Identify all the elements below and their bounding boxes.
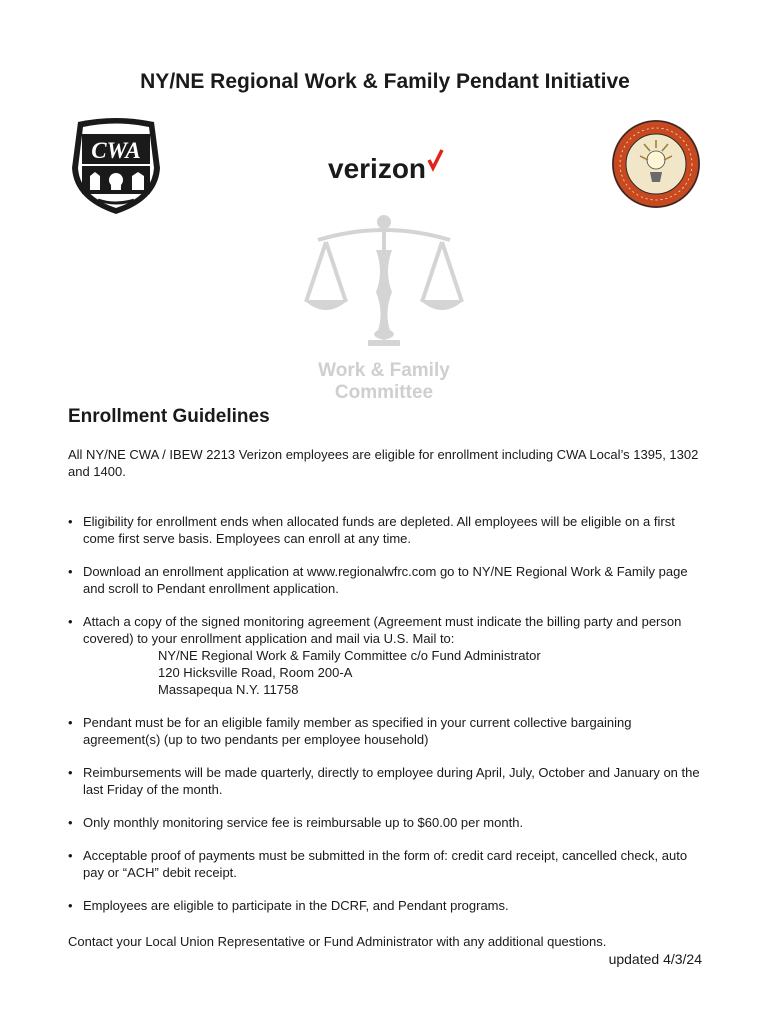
mailing-address-line: Massapequa N.Y. 11758 <box>158 682 299 697</box>
list-item-text: Acceptable proof of payments must be submitted in the form of: credit card receipt, cancelled check, auto pay or “ACH” debit receipt. <box>83 848 688 880</box>
list-item <box>68 513 708 547</box>
list-item-text: Pendant must be for an eligible family member as specified in your current collective bargaining agreement(s) (up to two pendants per employee household) <box>83 715 632 747</box>
contact-note: Contact your Local Union Representative or Fund Administrator with any additional questions. <box>68 934 607 949</box>
list-item-text: Reimbursements will be made quarterly, directly to employee during April, July, October and January on the last Friday of the month. <box>83 765 700 797</box>
section-heading: Enrollment Guidelines <box>68 406 270 427</box>
list-item-text: Download an enrollment application at www.regionalwfrc.com go to NY/NE Regional Work & Family page and scroll to Pendant enrollment application. <box>83 564 688 596</box>
list-item-text: Eligibility for enrollment ends when allocated funds are depleted. All employees will be eligible on a first come first serve basis. Employees can enroll at any time. <box>83 514 675 546</box>
mailing-address-line: 120 Hicksville Road, Room 200-A <box>158 665 353 680</box>
list-item-text: Employees are eligible to participate in the DCRF, and Pendant programs. <box>83 898 509 913</box>
verizon-logo-text: verizon <box>328 153 427 184</box>
list-item <box>68 714 708 748</box>
list-item <box>68 814 708 831</box>
page-title: NY/NE Regional Work & Family Pendant Initiative <box>140 70 630 93</box>
list-item <box>68 613 708 698</box>
work-family-line1: Work & Family <box>318 360 450 381</box>
list-item-text: Only monthly monitoring service fee is reimbursable up to $60.00 per month. <box>83 815 524 830</box>
cwa-logo <box>68 118 164 216</box>
list-item <box>68 847 708 881</box>
cwa-logo-text: CWA <box>91 138 141 163</box>
guidelines-list <box>68 513 708 930</box>
list-item <box>68 563 708 597</box>
mailing-address-line: NY/NE Regional Work & Family Committee c/o Fund Administrator <box>158 648 541 663</box>
work-family-line2: Committee <box>334 382 434 403</box>
list-item-text: Attach a copy of the signed monitoring agreement (Agreement must indicate the billing party and person covered) to your enrollment application and mail via U.S. Mail to: <box>83 614 682 646</box>
verizon-logo <box>326 146 446 186</box>
ibew-logo <box>610 118 702 210</box>
list-item <box>68 764 708 798</box>
updated-date: updated 4/3/24 <box>608 951 702 967</box>
intro-paragraph: All NY/NE CWA / IBEW 2213 Verizon employees are eligible for enrollment including CWA Local’s 1395, 1302 and 1400. <box>68 447 699 479</box>
work-family-logo <box>298 212 470 406</box>
list-item <box>68 897 708 914</box>
